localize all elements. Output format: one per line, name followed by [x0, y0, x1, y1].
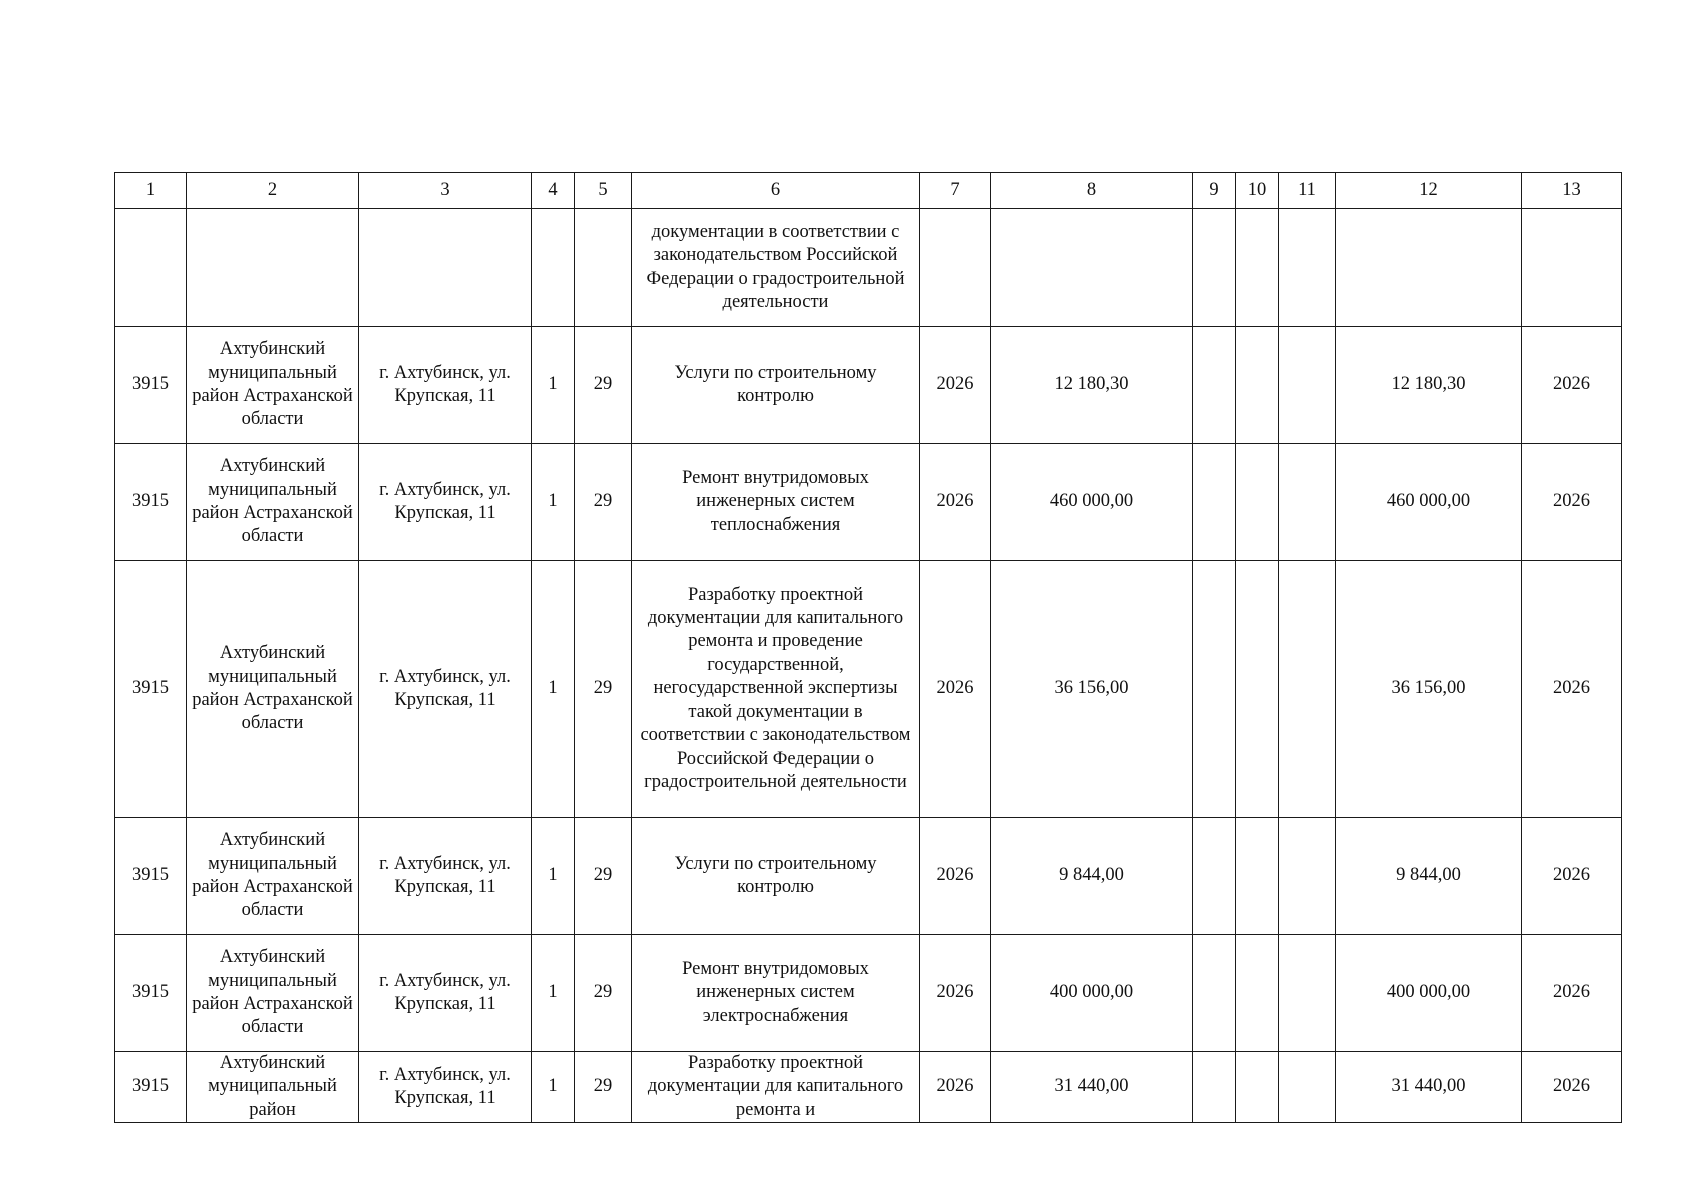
cell-col11 — [1279, 444, 1336, 561]
document-page — [114, 172, 1622, 1123]
cell-col4: 1 — [532, 935, 575, 1052]
cell-municipality — [187, 209, 359, 327]
cell-code: 3915 — [115, 1052, 187, 1123]
cell-address: г. Ахтубинск, ул. Крупская, 11 — [359, 818, 532, 935]
cell-col11 — [1279, 818, 1336, 935]
continuation-row — [115, 209, 1622, 327]
cell-municipality: Ахтубинский муниципальный район Астраханской области — [187, 327, 359, 444]
cell-year — [920, 209, 991, 327]
cell-municipality: Ахтубинский муниципальный район Астраханской области — [187, 935, 359, 1052]
cell-col10 — [1236, 327, 1279, 444]
cell-code: 3915 — [115, 444, 187, 561]
cell-col12: 12 180,30 — [1336, 327, 1522, 444]
cell-col13: 2026 — [1522, 818, 1622, 935]
cell-col12: 31 440,00 — [1336, 1052, 1522, 1123]
cell-col9 — [1193, 818, 1236, 935]
cell-year: 2026 — [920, 327, 991, 444]
cell-work-type: Ремонт внутридомовых инженерных систем электроснабжения — [632, 935, 920, 1052]
cell-code: 3915 — [115, 818, 187, 935]
cell-address — [359, 209, 532, 327]
column-header: 11 — [1279, 173, 1336, 209]
cell-col11 — [1279, 209, 1336, 327]
table-row — [115, 935, 1622, 1052]
cell-col13: 2026 — [1522, 935, 1622, 1052]
column-header: 10 — [1236, 173, 1279, 209]
column-header: 2 — [187, 173, 359, 209]
cell-address: г. Ахтубинск, ул. Крупская, 11 — [359, 561, 532, 818]
cell-col10 — [1236, 444, 1279, 561]
cell-col10 — [1236, 935, 1279, 1052]
cell-col11 — [1279, 327, 1336, 444]
cell-work-type-text: Разработку проектной документации для капитального ремонта и — [647, 1053, 904, 1120]
cell-cost: 400 000,00 — [991, 935, 1193, 1052]
table-row — [115, 327, 1622, 444]
cell-col10 — [1236, 561, 1279, 818]
cell-col9 — [1193, 935, 1236, 1052]
column-header: 8 — [991, 173, 1193, 209]
cell-code: 3915 — [115, 561, 187, 818]
cell-work-type: Разработку проектной документации для капитального ремонта и проведение государственной, негосударственной экспертизы такой документации в соответствии с законодательством Российской Федерации о градостроительной деятельности — [632, 561, 920, 818]
cell-year: 2026 — [920, 444, 991, 561]
column-header: 6 — [632, 173, 920, 209]
column-number-header-row — [115, 173, 1622, 209]
cell-cost: 9 844,00 — [991, 818, 1193, 935]
cell-col5: 29 — [575, 818, 632, 935]
cell-work-type: Услуги по строительному контролю — [632, 327, 920, 444]
cell-col4: 1 — [532, 561, 575, 818]
cell-col13 — [1522, 209, 1622, 327]
cell-work-type: Ремонт внутридомовых инженерных систем теплоснабжения — [632, 444, 920, 561]
cell-col9 — [1193, 209, 1236, 327]
cell-address: г. Ахтубинск, ул. Крупская, 11 — [359, 327, 532, 444]
cell-municipality: Ахтубинский муниципальный район Астраханской области — [187, 444, 359, 561]
cell-cost: 460 000,00 — [991, 444, 1193, 561]
cell-col5: 29 — [575, 1052, 632, 1123]
table-row — [115, 1052, 1622, 1123]
cell-col4: 1 — [532, 327, 575, 444]
repair-plan-table — [114, 172, 1622, 1123]
cell-col9 — [1193, 444, 1236, 561]
cell-col12 — [1336, 209, 1522, 327]
cell-col11 — [1279, 935, 1336, 1052]
cell-col9 — [1193, 1052, 1236, 1123]
table-row — [115, 818, 1622, 935]
cell-col12: 460 000,00 — [1336, 444, 1522, 561]
cell-code: 3915 — [115, 935, 187, 1052]
cell-year: 2026 — [920, 935, 991, 1052]
cell-col13: 2026 — [1522, 444, 1622, 561]
cell-cost: 36 156,00 — [991, 561, 1193, 818]
cell-cost — [991, 209, 1193, 327]
cell-col9 — [1193, 327, 1236, 444]
column-header: 12 — [1336, 173, 1522, 209]
cell-col11 — [1279, 1052, 1336, 1123]
column-header: 3 — [359, 173, 532, 209]
cell-col12: 9 844,00 — [1336, 818, 1522, 935]
cell-municipality-text: Ахтубинский муниципальный район — [208, 1053, 337, 1120]
cell-municipality: Ахтубинский муниципальный район Астраханской области — [187, 818, 359, 935]
column-header: 1 — [115, 173, 187, 209]
cell-col10 — [1236, 1052, 1279, 1123]
cell-col13: 2026 — [1522, 1052, 1622, 1123]
cell-col5: 29 — [575, 444, 632, 561]
cell-municipality — [187, 1052, 359, 1123]
cell-col10 — [1236, 209, 1279, 327]
cell-col5 — [575, 209, 632, 327]
cell-col10 — [1236, 818, 1279, 935]
column-header: 5 — [575, 173, 632, 209]
cell-year: 2026 — [920, 818, 991, 935]
column-header: 4 — [532, 173, 575, 209]
table-row — [115, 444, 1622, 561]
cell-col13: 2026 — [1522, 561, 1622, 818]
cell-col5: 29 — [575, 327, 632, 444]
cell-col13: 2026 — [1522, 327, 1622, 444]
column-header: 9 — [1193, 173, 1236, 209]
cell-col9 — [1193, 561, 1236, 818]
cell-col4: 1 — [532, 818, 575, 935]
cell-work-type — [632, 1052, 920, 1123]
table-row — [115, 561, 1622, 818]
cell-col12: 36 156,00 — [1336, 561, 1522, 818]
cell-work-type: Услуги по строительному контролю — [632, 818, 920, 935]
cell-col4 — [532, 209, 575, 327]
cell-municipality: Ахтубинский муниципальный район Астраханской области — [187, 561, 359, 818]
column-header: 13 — [1522, 173, 1622, 209]
cell-col4: 1 — [532, 444, 575, 561]
cell-code — [115, 209, 187, 327]
cell-address: г. Ахтубинск, ул. Крупская, 11 — [359, 935, 532, 1052]
column-header: 7 — [920, 173, 991, 209]
cell-col4: 1 — [532, 1052, 575, 1123]
cell-work-type: документации в соответствии с законодательством Российской Федерации о градостроительной деятельности — [632, 209, 920, 327]
cell-col5: 29 — [575, 561, 632, 818]
cell-cost: 12 180,30 — [991, 327, 1193, 444]
cell-col5: 29 — [575, 935, 632, 1052]
cell-year: 2026 — [920, 1052, 991, 1123]
cell-code: 3915 — [115, 327, 187, 444]
cell-cost: 31 440,00 — [991, 1052, 1193, 1123]
cell-address: г. Ахтубинск, ул. Крупская, 11 — [359, 1052, 532, 1123]
cell-col12: 400 000,00 — [1336, 935, 1522, 1052]
cell-col11 — [1279, 561, 1336, 818]
cell-address: г. Ахтубинск, ул. Крупская, 11 — [359, 444, 532, 561]
cell-year: 2026 — [920, 561, 991, 818]
